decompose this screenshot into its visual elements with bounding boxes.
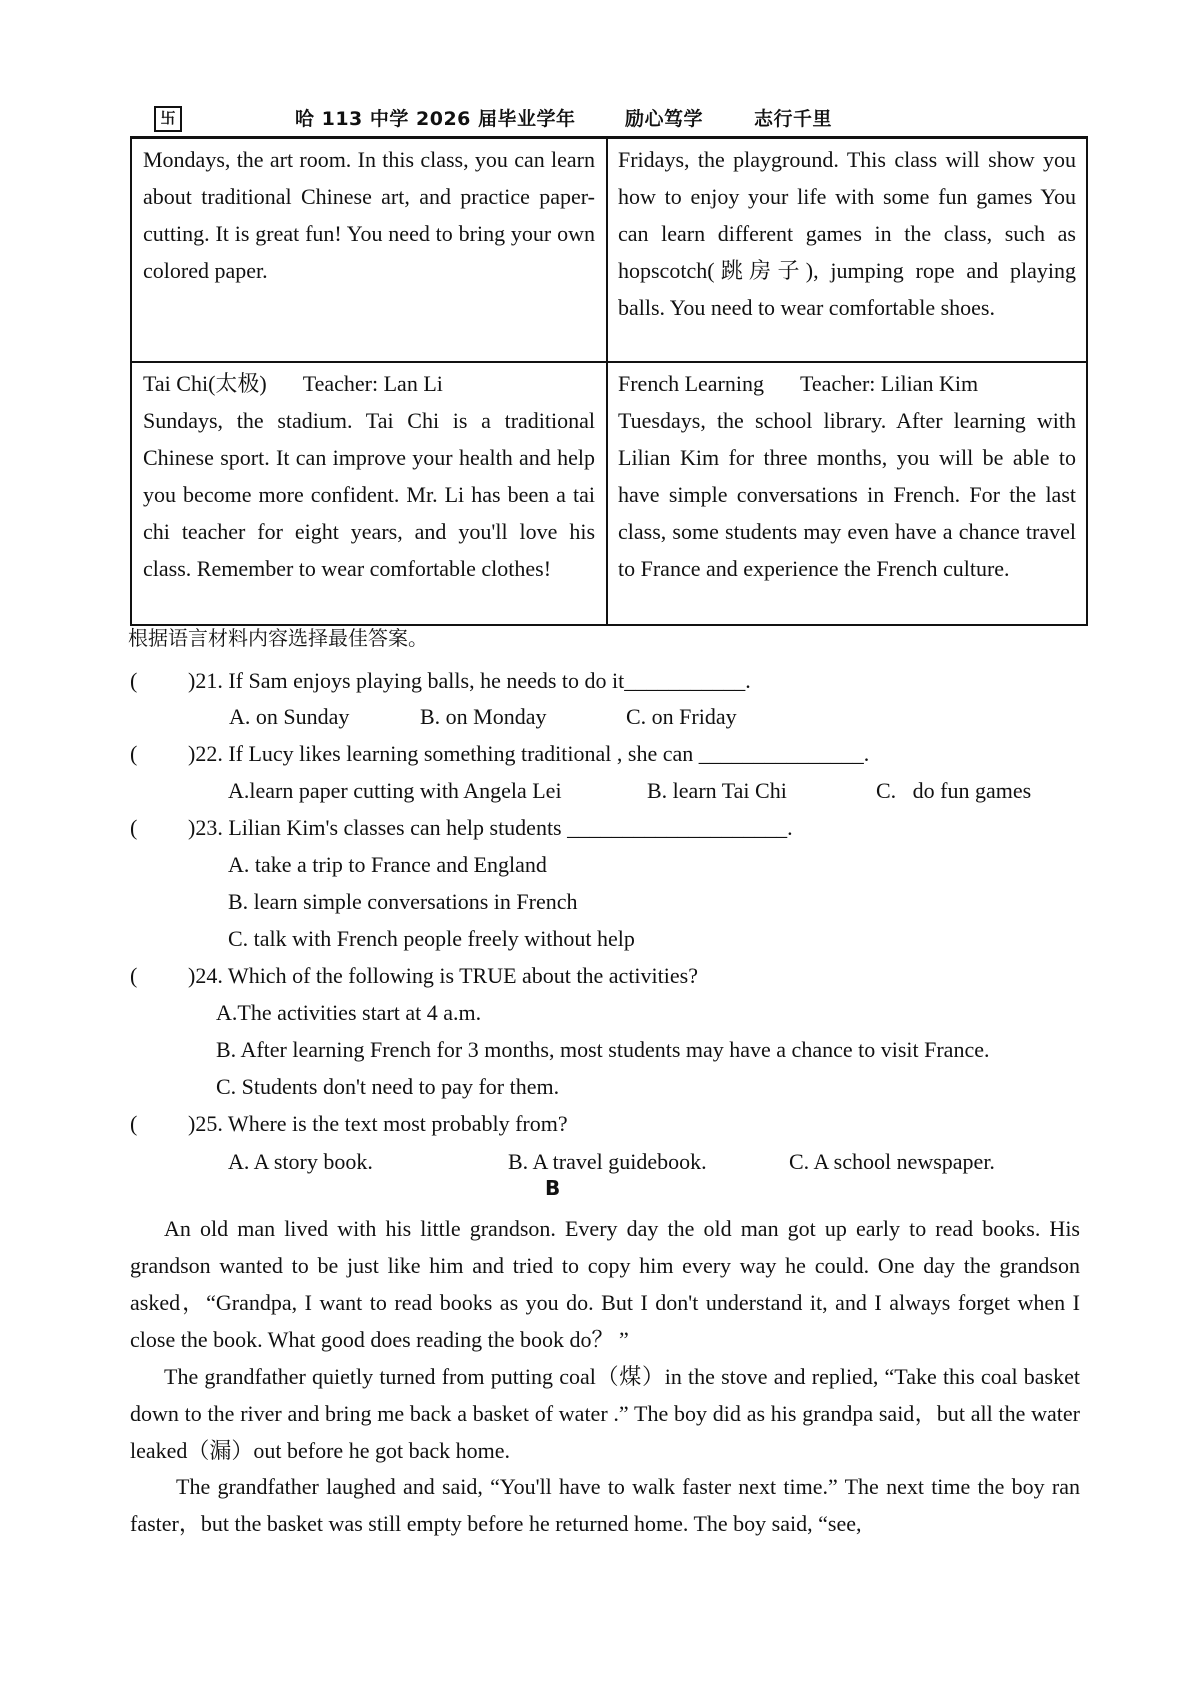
question-text: 22. If Lucy likes learning something traditional , she can _______________. [195, 741, 870, 766]
answer-paren-close: ) [188, 741, 196, 766]
passage-paragraph-2: The grandfather quietly turned from putting coal（煤）in the stove and replied, “Take this coal basket down to the river and bring me back a basket of water .” The boy did as his grandpa said，but all the water leaked（漏）out before he got back home. [130, 1364, 1080, 1463]
cell-french [618, 365, 1076, 587]
page-header [130, 100, 1090, 136]
answer-paren-close: ) [188, 815, 196, 840]
answer-paren-open: ( [130, 815, 138, 840]
cell-tai-chi [143, 365, 595, 587]
instruction: 根据语言材料内容选择最佳答案。 [128, 626, 428, 650]
option-23b: B. learn simple conversations in French [228, 889, 578, 914]
question-text: 25. Where is the text most probably from? [195, 1111, 568, 1136]
question-stem [188, 668, 751, 694]
question-stem [188, 963, 698, 989]
option-23c: C. talk with French people freely without help [228, 926, 635, 951]
answer-paren-close: ) [188, 1111, 196, 1136]
option-23a: A. take a trip to France and England [228, 852, 547, 877]
section-label: B [545, 1176, 561, 1200]
school-logo-icon: 卐 [154, 106, 182, 132]
french-title: French Learning [618, 371, 764, 396]
question-text: 21. If Sam enjoys playing balls, he needs to do it___________. [195, 668, 751, 693]
option-21b: B. on Monday [420, 704, 547, 729]
option-22a: A.learn paper cutting with Angela Lei [228, 778, 562, 803]
question-stem [188, 741, 869, 767]
answer-paren-open: ( [130, 668, 138, 693]
option-25c: C. A school newspaper. [789, 1149, 995, 1174]
option-21c: C. on Friday [626, 704, 737, 729]
answer-paren-open: ( [130, 1111, 138, 1136]
option-24c: C. Students don't need to pay for them. [216, 1074, 560, 1099]
option-22b: B. learn Tai Chi [647, 778, 787, 803]
activities-table [130, 136, 1088, 626]
tai-chi-title: Tai Chi(太极) [143, 371, 267, 396]
question-stem [188, 1111, 568, 1137]
question-stem [188, 815, 793, 841]
option-24a: A.The activities start at 4 a.m. [216, 1000, 482, 1025]
french-heading [618, 365, 1076, 402]
passage-paragraph-1: An old man lived with his little grandson. Every day the old man got up early to read books. His grandson wanted to be just like him and tried to copy him every way he could. One day the grandson asked，“Grandpa, I want to read books as you do. But I don't understand it, and I always forget when I close the book. What good does reading the book do？ ” [130, 1216, 1080, 1352]
tai-chi-teacher: Teacher: Lan Li [302, 371, 443, 396]
question-text: 23. Lilian Kim's classes can help students ____________________. [195, 815, 793, 840]
table-divider-horizontal [132, 361, 1086, 363]
tai-chi-body: Sundays, the stadium. Tai Chi is a traditional Chinese sport. It can improve your health and help you become more confident. Mr. Li has been a tai chi teacher for eight years, and you'll love his class. Remember to wear comfortable clothes! [143, 408, 595, 581]
motto-2: 志行千里 [754, 108, 833, 130]
answer-paren-close: ) [188, 963, 196, 988]
answer-paren-open: ( [130, 741, 138, 766]
french-teacher: Teacher: Lilian Kim [800, 371, 979, 396]
school-name: 哈 113 中学 2026 届毕业学年 [295, 108, 576, 130]
tai-chi-heading [143, 365, 595, 402]
question-text: 24. Which of the following is TRUE about the activities? [195, 963, 698, 988]
option-25a: A. A story book. [228, 1149, 373, 1174]
motto-1: 励心笃学 [625, 108, 704, 130]
cell-games: Fridays, the playground. This class will show you how to enjoy your life with some fun games You can learn different games in the class, such as hopscotch(跳房子), jumping rope and playing balls. You need to wear comfortable shoes. [618, 147, 1076, 320]
passage-paragraph-3: The grandfather laughed and said, “You'll have to walk faster next time.” The next time the boy ran faster，but the basket was still empty before he returned home. The boy said, “see, [130, 1474, 1080, 1536]
cell-art: Mondays, the art room. In this class, you can learn about traditional Chinese art, and practice paper-cutting. It is great fun! You need to bring your own colored paper. [143, 147, 595, 283]
answer-paren-close: ) [188, 668, 196, 693]
french-body: Tuesdays, the school library. After learning with Lilian Kim for three months, you will be able to have simple conversations in French. For the last class, some students may even have a chance travel to France and experience the French culture. [618, 408, 1076, 581]
option-25b: B. A travel guidebook. [508, 1149, 707, 1174]
option-24b: B. After learning French for 3 months, most students may have a chance to visit France. [216, 1037, 990, 1062]
option-21a: A. on Sunday [229, 704, 350, 729]
answer-paren-open: ( [130, 963, 138, 988]
table-divider-vertical [606, 139, 608, 624]
option-22c: C. do fun games [876, 778, 1032, 803]
